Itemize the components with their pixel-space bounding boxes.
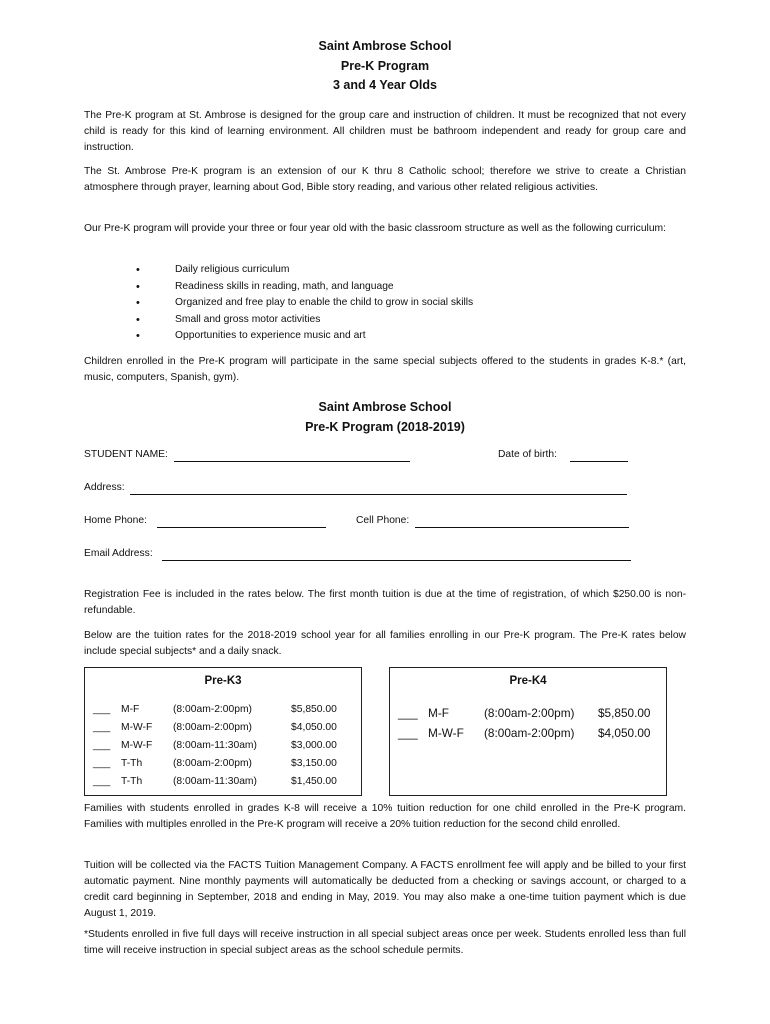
- mission-paragraph: The St. Ambrose Pre-K program is an extension of our K thru 8 Catholic school; therefore we strive to create a Christian atmosphere through prayer, learning about God, Bible story reading, and various other related religious activities.: [84, 166, 686, 193]
- days: M-F: [121, 704, 140, 715]
- select-blank[interactable]: ___: [398, 706, 418, 720]
- discount-paragraph: Families with students enrolled in grades K-8 will receive a 10% tuition reduction for one child enrolled in the Pre-K program. Families with multiples enrolled in the Pre-K program will receive a 20% tuition reduction for the second child enrolled.: [84, 803, 686, 830]
- time: (8:00am-2:00pm): [173, 704, 252, 715]
- days: T-Th: [121, 776, 143, 787]
- form-school-name: Saint Ambrose School: [318, 400, 452, 414]
- home-phone-label: Home Phone:: [84, 515, 147, 526]
- form-header: [0, 400, 770, 434]
- curriculum-intro: Our Pre-K program will provide your three or four year old with the basic classroom structure as well as the following curriculum:: [84, 223, 667, 234]
- prek4-rate-box: [389, 667, 667, 796]
- list-item: • Opportunities to experience music and art: [136, 328, 473, 345]
- dob-field[interactable]: [570, 461, 628, 462]
- registration-fee-paragraph: Registration Fee is included in the rates below. The first month tuition is due at the time of registration, of which $250.00 is non-refundable.: [84, 589, 686, 616]
- select-blank[interactable]: ___: [93, 722, 111, 733]
- school-name: Saint Ambrose School: [318, 39, 452, 53]
- prek4-title: Pre-K4: [509, 675, 547, 687]
- cell-phone-label: Cell Phone:: [356, 515, 410, 526]
- tuition-rates-paragraph: Below are the tuition rates for the 2018-2019 school year for all families enrolling in our Pre-K program. The Pre-K rates below include special subjects* and a daily snack.: [84, 630, 686, 657]
- curriculum-list: [136, 262, 473, 345]
- time: (8:00am-11:30am): [173, 776, 257, 787]
- select-blank[interactable]: ___: [93, 704, 111, 715]
- cell-phone-field[interactable]: [415, 527, 629, 528]
- intro-paragraph: The Pre-K program at St. Ambrose is designed for the group care and instruction of children. It must be recognized that not every child is ready for this kind of learning environment. All children must be bathroom independent and ready for group care and instruction.: [84, 110, 686, 153]
- address-label: Address:: [84, 482, 125, 493]
- email-label: Email Address:: [84, 548, 153, 559]
- select-blank[interactable]: ___: [93, 740, 111, 751]
- price: $3,000.00: [291, 740, 337, 751]
- price: $5,850.00: [598, 706, 651, 720]
- page-header: [0, 39, 770, 92]
- special-subjects-paragraph: Children enrolled in the Pre-K program will participate in the same special subjects offered to the students in grades K-8.* (art, music, computers, Spanish, gym).: [84, 356, 686, 383]
- select-blank[interactable]: ___: [398, 726, 418, 740]
- age-subtitle: 3 and 4 Year Olds: [333, 78, 437, 92]
- days: M-F: [428, 706, 449, 720]
- form-title: Pre-K Program (2018-2019): [305, 420, 465, 434]
- list-item: • Readiness skills in reading, math, and language: [136, 279, 473, 296]
- list-item: • Daily religious curriculum: [136, 262, 473, 279]
- home-phone-field[interactable]: [157, 527, 326, 528]
- days: M-W-F: [121, 740, 153, 751]
- prek3-rate-box: [84, 667, 362, 796]
- price: $1,450.00: [291, 776, 337, 787]
- price: $4,050.00: [291, 722, 337, 733]
- list-item: • Organized and free play to enable the child to grow in social skills: [136, 295, 473, 312]
- price: $3,150.00: [291, 758, 337, 769]
- price: $4,050.00: [598, 726, 651, 740]
- select-blank[interactable]: ___: [93, 776, 111, 787]
- program-title: Pre-K Program: [340, 59, 430, 73]
- address-field[interactable]: [130, 494, 627, 495]
- days: M-W-F: [428, 726, 464, 740]
- select-blank[interactable]: ___: [93, 758, 111, 769]
- list-item: • Small and gross motor activities: [136, 312, 473, 329]
- facts-paragraph: Tuition will be collected via the FACTS Tuition Management Company. A FACTS enrollment fee will apply and be billed to your first automatic payment. Nine monthly payments will automatically be deducted from a checking or savings account, or charged to a credit card beginning in September, 2018 and ending in May, 2019. You may also make a one-time tuition payment which is due August 1, 2019.: [84, 860, 686, 919]
- dob-label: Date of birth:: [498, 449, 557, 460]
- days: T-Th: [121, 758, 143, 769]
- special-subjects-footnote: *Students enrolled in five full days will receive instruction in all special subject areas once per week. Students enrolled less than full time will receive instruction in special subject areas as the school schedule permits.: [84, 929, 686, 956]
- time: (8:00am-2:00pm): [173, 758, 252, 769]
- days: M-W-F: [121, 722, 153, 733]
- time: (8:00am-2:00pm): [173, 722, 252, 733]
- price: $5,850.00: [291, 704, 337, 715]
- time: (8:00am-11:30am): [173, 740, 257, 751]
- time: (8:00am-2:00pm): [484, 706, 575, 720]
- student-name-label: STUDENT NAME:: [84, 449, 168, 460]
- student-name-field[interactable]: [174, 461, 410, 462]
- prek3-title: Pre-K3: [204, 675, 242, 687]
- time: (8:00am-2:00pm): [484, 726, 575, 740]
- email-field[interactable]: [162, 560, 631, 561]
